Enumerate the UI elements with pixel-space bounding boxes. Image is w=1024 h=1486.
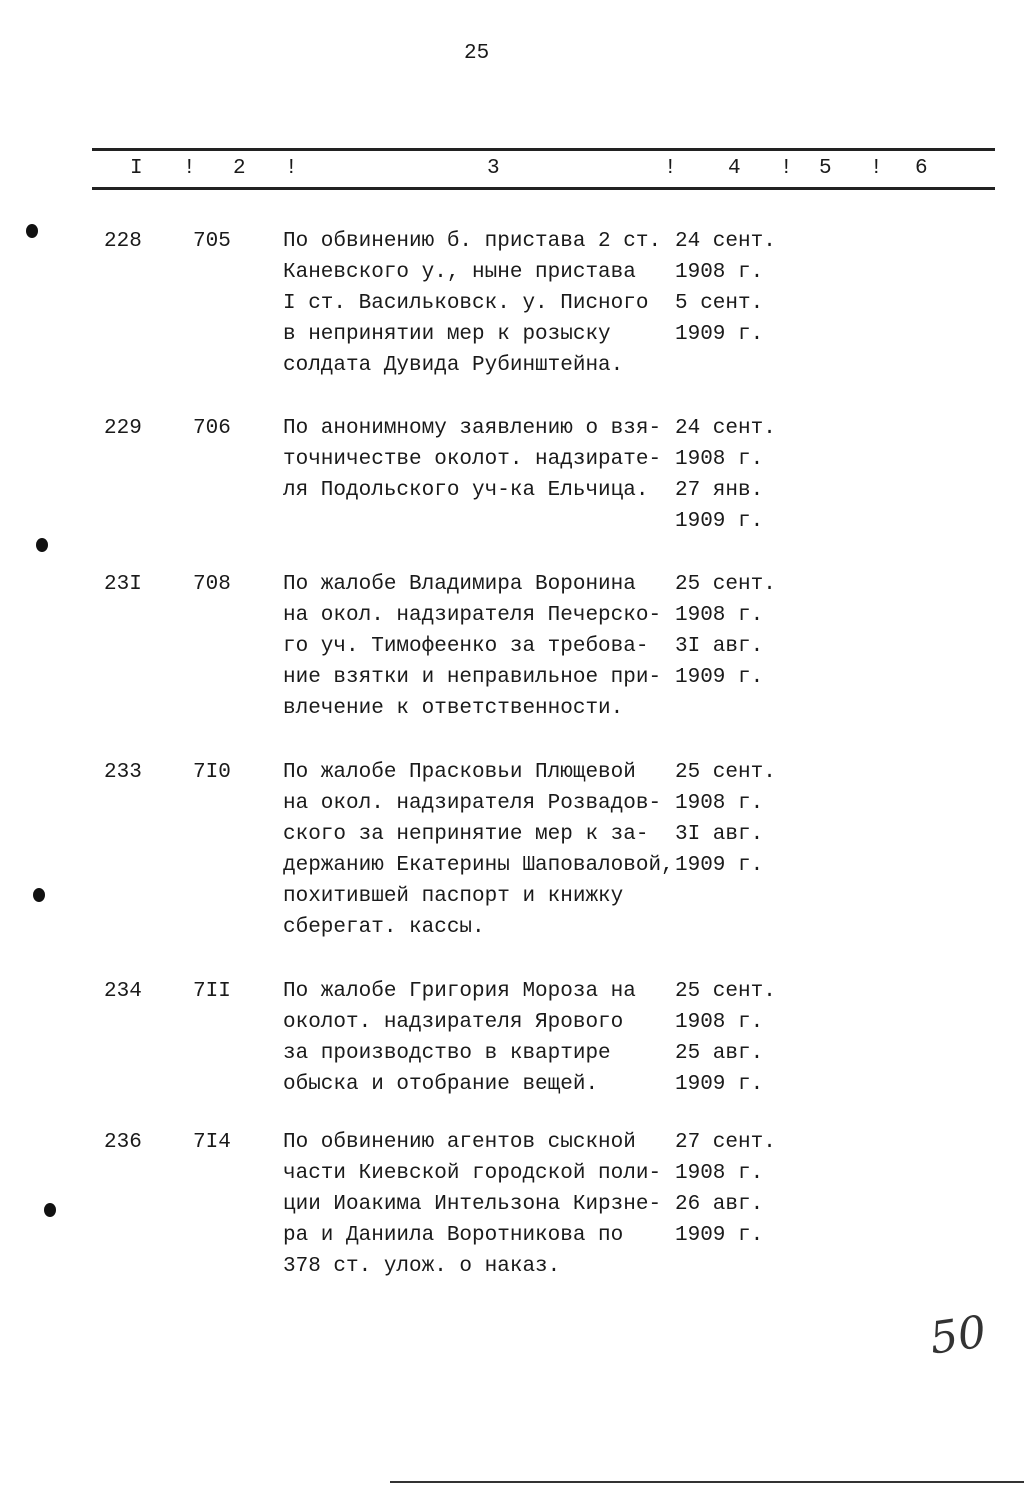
date-line: 1909 г. xyxy=(675,510,764,533)
date-line: 1908 г. xyxy=(675,604,764,627)
header-col-1: I xyxy=(130,157,143,180)
description-line: По обвинению агентов сыскной xyxy=(283,1131,636,1154)
case-dates xyxy=(675,569,776,693)
case-description xyxy=(283,226,661,381)
header-col-6: 6 xyxy=(915,157,928,180)
description-line: похитившей паспорт и книжку xyxy=(283,885,624,908)
header-col-2: 2 xyxy=(233,157,246,180)
record-number: 23I xyxy=(104,573,142,596)
case-dates xyxy=(675,413,776,537)
date-line: 1909 г. xyxy=(675,323,764,346)
description-line: на окол. надзирателя Розвадов- xyxy=(283,792,662,815)
record-number: 229 xyxy=(104,417,142,440)
date-line: 1908 г. xyxy=(675,261,764,284)
description-line: По жалобе Владимира Воронина xyxy=(283,573,636,596)
case-description xyxy=(283,757,674,943)
description-line: 378 ст. улож. о наказ. xyxy=(283,1255,561,1278)
description-line: точничестве околот. надзирате- xyxy=(283,448,662,471)
case-description xyxy=(283,1127,661,1282)
description-line: сберегат. кассы. xyxy=(283,916,485,939)
case-number: 708 xyxy=(193,573,231,596)
date-line: 1909 г. xyxy=(675,666,764,689)
header-sep: ! xyxy=(870,157,883,180)
date-line: 27 сент. xyxy=(675,1131,776,1154)
header-sep: ! xyxy=(780,157,793,180)
date-line: 25 сент. xyxy=(675,980,776,1003)
date-line: 27 янв. xyxy=(675,479,764,502)
date-line: 1908 г. xyxy=(675,1011,764,1034)
folio-number: 50 xyxy=(926,1306,990,1365)
case-description xyxy=(283,569,661,724)
description-line: влечение к ответственности. xyxy=(283,697,624,720)
header-bottom-rule xyxy=(92,187,995,190)
case-number: 7I4 xyxy=(193,1131,231,1154)
header-top-rule xyxy=(92,148,995,151)
record-number: 233 xyxy=(104,761,142,784)
date-line: 26 авг. xyxy=(675,1193,764,1216)
case-dates xyxy=(675,976,776,1100)
case-number: 7II xyxy=(193,980,231,1003)
punch-hole-mark xyxy=(44,1203,56,1217)
description-line: ние взятки и неправильное при- xyxy=(283,666,662,689)
description-line: за производство в квартире xyxy=(283,1042,611,1065)
date-line: 1909 г. xyxy=(675,1073,764,1096)
date-line: 1909 г. xyxy=(675,854,764,877)
punch-hole-mark xyxy=(26,224,38,238)
header-sep: ! xyxy=(664,157,677,180)
date-line: 3I авг. xyxy=(675,635,764,658)
description-line: По жалобе Григория Мороза на xyxy=(283,980,636,1003)
case-dates xyxy=(675,1127,776,1251)
record-number: 236 xyxy=(104,1131,142,1154)
date-line: 24 сент. xyxy=(675,417,776,440)
date-line: 1908 г. xyxy=(675,792,764,815)
case-description xyxy=(283,976,636,1100)
description-line: ра и Даниила Воротникова по xyxy=(283,1224,624,1247)
date-line: 1908 г. xyxy=(675,448,764,471)
header-sep: ! xyxy=(285,157,298,180)
description-line: околот. надзирателя Ярового xyxy=(283,1011,624,1034)
punch-hole-mark xyxy=(36,538,48,552)
description-line: солдата Дувида Рубинштейна. xyxy=(283,354,624,377)
description-line: части Киевской городской поли- xyxy=(283,1162,662,1185)
date-line: 5 сент. xyxy=(675,292,764,315)
date-line: 1908 г. xyxy=(675,1162,764,1185)
date-line: 25 сент. xyxy=(675,761,776,784)
date-line: 24 сент. xyxy=(675,230,776,253)
description-line: в непринятии мер к розыску xyxy=(283,323,611,346)
date-line: 25 авг. xyxy=(675,1042,764,1065)
description-line: ции Иоакима Интельзона Кирзне- xyxy=(283,1193,662,1216)
date-line: 25 сент. xyxy=(675,573,776,596)
header-col-3: 3 xyxy=(487,157,500,180)
date-line: 1909 г. xyxy=(675,1224,764,1247)
punch-hole-mark xyxy=(33,888,45,902)
description-line: ского за непринятие мер к за- xyxy=(283,823,649,846)
description-line: на окол. надзирателя Печерско- xyxy=(283,604,662,627)
description-line: ля Подольского уч-ка Ельчица. xyxy=(283,479,649,502)
description-line: обыска и отобрание вещей. xyxy=(283,1073,599,1096)
page-number: 25 xyxy=(464,42,490,65)
description-line: Каневского у., ныне пристава xyxy=(283,261,636,284)
description-line: По анонимному заявлению о взя- xyxy=(283,417,662,440)
record-number: 234 xyxy=(104,980,142,1003)
case-number: 7I0 xyxy=(193,761,231,784)
description-line: По обвинению б. пристава 2 ст. xyxy=(283,230,662,253)
case-dates xyxy=(675,757,776,881)
description-line: I ст. Васильковск. у. Писного xyxy=(283,292,649,315)
header-sep: ! xyxy=(183,157,196,180)
header-col-5: 5 xyxy=(819,157,832,180)
bottom-rule xyxy=(390,1481,1024,1483)
description-line: По жалобе Прасковьи Плющевой xyxy=(283,761,636,784)
case-number: 705 xyxy=(193,230,231,253)
date-line: 3I авг. xyxy=(675,823,764,846)
table-header xyxy=(0,157,1024,183)
case-number: 706 xyxy=(193,417,231,440)
record-number: 228 xyxy=(104,230,142,253)
description-line: го уч. Тимофеенко за требова- xyxy=(283,635,649,658)
header-col-4: 4 xyxy=(728,157,741,180)
description-line: держанию Екатерины Шаповаловой, xyxy=(283,854,674,877)
case-dates xyxy=(675,226,776,350)
case-description xyxy=(283,413,661,506)
